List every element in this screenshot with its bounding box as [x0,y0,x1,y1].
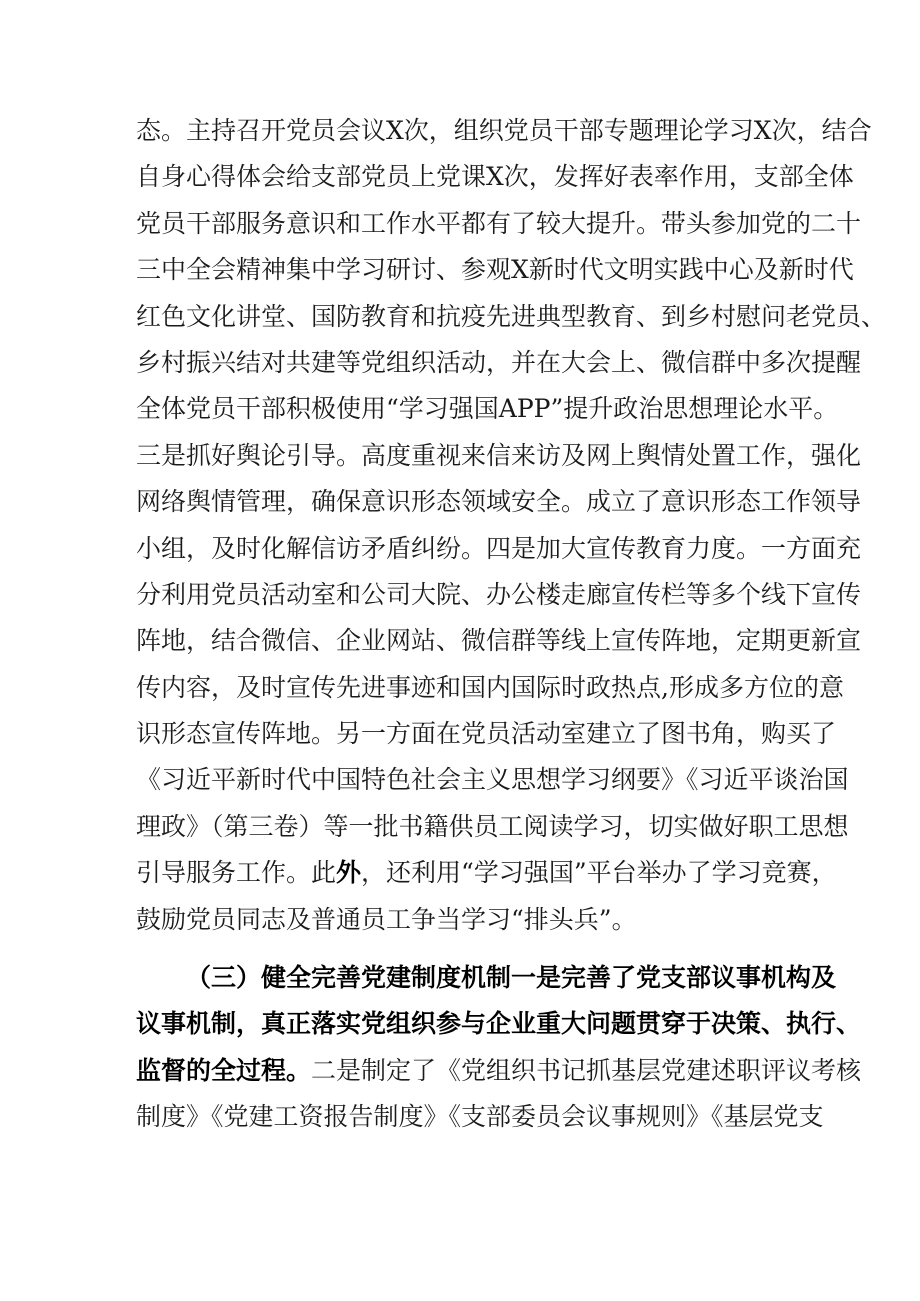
text-line: 红色文化讲堂、国防教育和抗疫先进典型教育、到乡村慰问老党员、 [136,301,887,331]
text-run: 二是制定了《党组织书记抓基层党建述职评议考核 [311,1055,862,1085]
text-line: 乡村振兴结对共建等党组织活动，并在大会上、微信群中多次提醒 [136,347,862,377]
text-line: 识形态宣传阵地。另一方面在党员活动室建立了图书角，购买了 [136,719,837,749]
text-line: 理政》（第三卷）等一批书籍供员工阅读学习，切实做好职工思想 [136,811,849,841]
text-line: 全体党员干部积极使用“学习强国APP”提升政治思想理论水平。 [136,394,839,424]
text-line: 阵地，结合微信、企业网站、微信群等线上宣传阵地，定期更新宣 [136,626,862,656]
text-line: 三中全会精神集中学习研讨、参观X新时代文明实践中心及新时代 [136,255,854,285]
bold-text-run: 外 [336,858,362,888]
text-run: ，还利用“学习强国”平台举办了学习竞赛， [361,858,837,888]
text-line: 议事机制，真正落实党组织参与企业重大问题贯穿于决策、执行、 [136,1009,862,1039]
text-run: 引导服务工作。此 [136,858,337,888]
text-line: 分利用党员活动室和公司大院、办公楼走廊宣传栏等多个线下宣传 [136,579,862,609]
document-body [136,108,887,1141]
text-line: 党员干部服务意识和工作水平都有了较大提升。带头参加党的二十 [136,208,862,238]
text-line: 传内容，及时宣传先进事迹和国内国际时政热点,形成多方位的意 [136,672,844,702]
text-line [136,1048,862,1094]
text-line [136,850,837,896]
section-heading: （三）健全完善党建制度机制一是完善了党支部议事机构及 [186,963,837,993]
text-line: 网络舆情管理，确保意识形态领域安全。成立了意识形态工作领导 [136,487,862,517]
text-line: 《习近平新时代中国特色社会主义思想学习纲要》《习近平谈治国 [136,765,849,795]
text-line: 制度》《党建工资报告制度》《支部委员会议事规则》《基层党支 [136,1102,824,1132]
text-line: 三是抓好舆论引导。高度重视来信来访及网上舆情处置工作，强化 [136,440,862,470]
text-line [136,955,837,1001]
paragraph-1 [136,108,887,943]
paragraph-spacer [136,943,796,955]
paragraph-2 [136,955,862,1141]
text-line: 鼓励党员同志及普通员工争当学习“排头兵”。 [136,904,637,934]
text-line: 态。主持召开党员会议X次，组织党员干部专题理论学习X次，结合 [136,116,872,145]
text-line: 小组，及时化解信访矛盾纠纷。四是加大宣传教育力度。一方面充 [136,533,862,563]
bold-text-run: 监督的全过程。 [136,1055,312,1085]
text-line: 自身心得体会给支部党员上党课X次，发挥好表率作用，支部全体 [136,162,854,192]
